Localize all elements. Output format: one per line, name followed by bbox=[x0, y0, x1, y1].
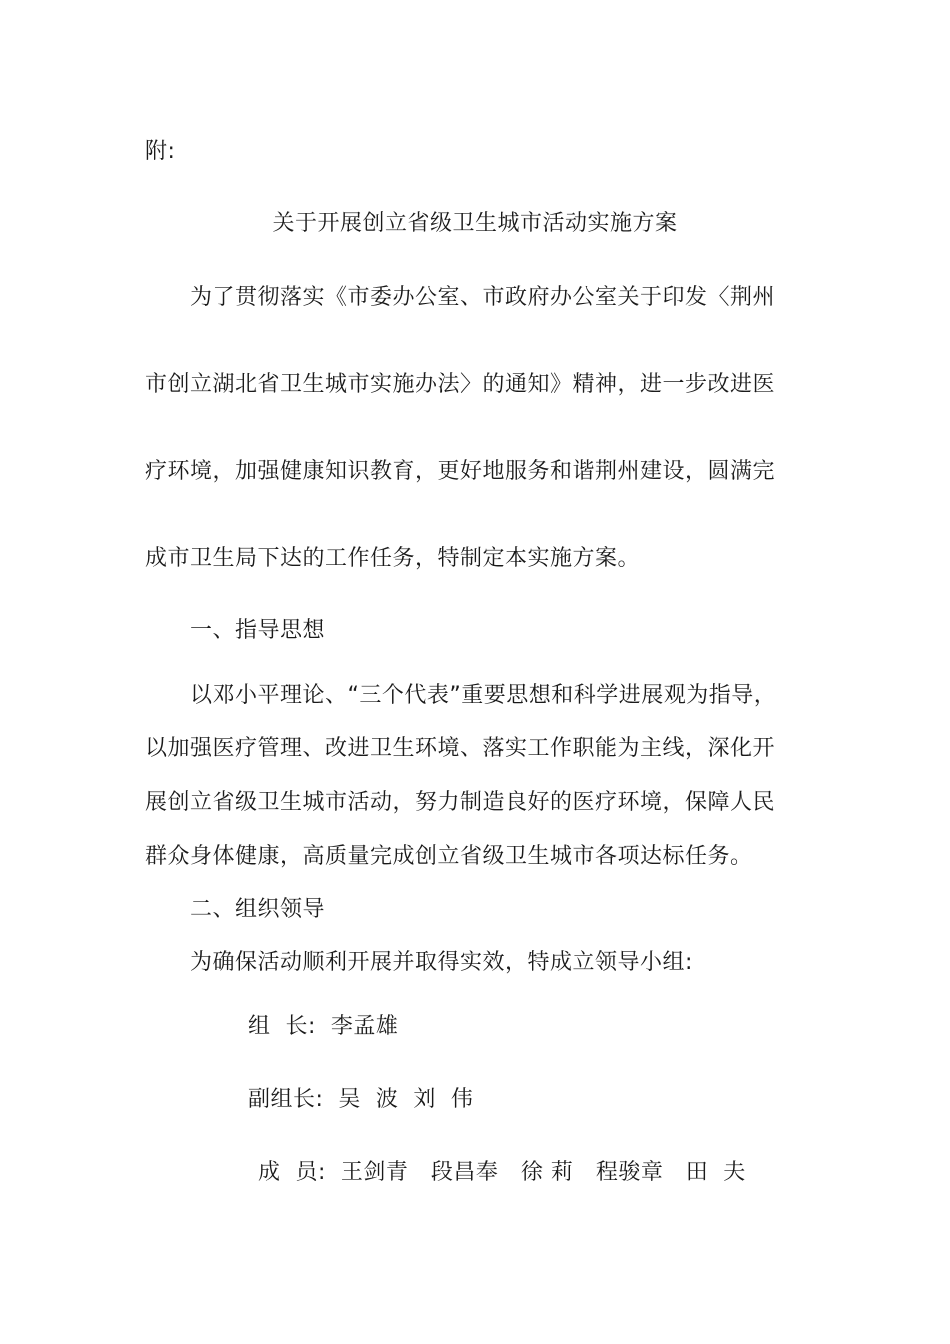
team-members: 成 员: 王剑青 段昌奉 徐 莉 程骏章 田 夫 bbox=[258, 1160, 746, 1185]
section-2-intro: 为确保活动顺利开展并取得实效，特成立领导小组: bbox=[190, 950, 693, 975]
intro-line-4: 成市卫生局下达的工作任务，特制定本实施方案。 bbox=[145, 546, 641, 571]
section-1-line-3: 展创立省级卫生城市活动，努力制造良好的医疗环境，保障人民 bbox=[145, 790, 776, 815]
section-1-line-1: 以邓小平理论、“三个代表”重要思想和科学进展观为指导， bbox=[190, 683, 777, 708]
section-2-heading: 二、组织领导 bbox=[190, 897, 326, 922]
document-title: 关于开展创立省级卫生城市活动实施方案 bbox=[272, 211, 678, 236]
section-1-heading: 一、指导思想 bbox=[190, 618, 326, 643]
section-1-line-4: 群众身体健康，高质量完成创立省级卫生城市各项达标任务。 bbox=[145, 844, 753, 869]
attachment-label: 附: bbox=[145, 139, 176, 164]
team-leader: 组 长: 李孟雄 bbox=[248, 1014, 399, 1039]
team-deputy: 副组长: 吴 波 刘 伟 bbox=[248, 1087, 474, 1112]
intro-line-3: 疗环境，加强健康知识教育，更好地服务和谐荆州建设，圆满完 bbox=[145, 459, 776, 484]
intro-line-2: 市创立湖北省卫生城市实施办法〉的通知》精神，进一步改进医 bbox=[145, 372, 776, 397]
section-1-line-2: 以加强医疗管理、改进卫生环境、落实工作职能为主线，深化开 bbox=[145, 736, 776, 761]
intro-line-1: 为了贯彻落实《市委办公室、市政府办公室关于印发〈荆州 bbox=[190, 285, 776, 310]
